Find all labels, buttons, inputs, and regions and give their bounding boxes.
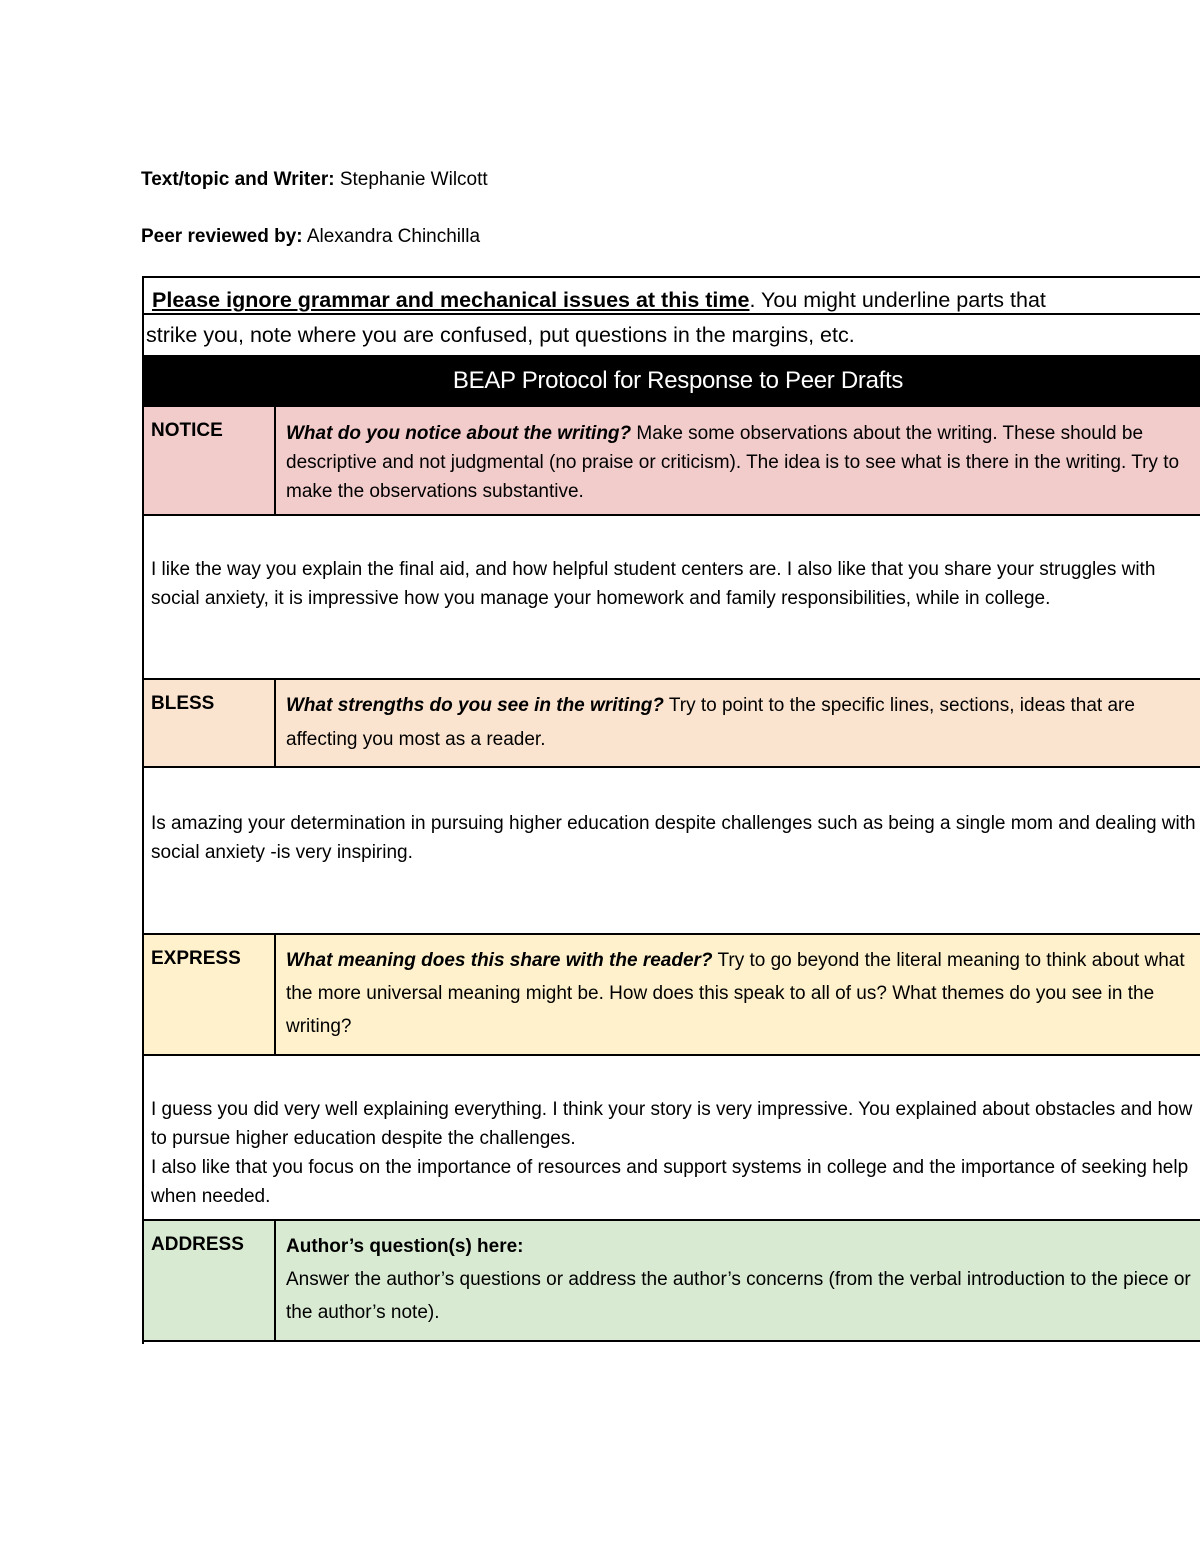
topic-writer-value: Stephanie Wilcott [334,169,488,190]
peer-reviewer-value: Alexandra Chinchilla [302,226,481,247]
table-bottom-border [142,1340,1200,1342]
notice-bottom-border [142,514,1200,516]
address-label: ADDRESS [151,1234,244,1255]
bless-row [144,680,1200,768]
intro-instruction-bold: Please ignore grammar and mechanical issues at this time [152,288,750,312]
notice-response-paragraph: I like the way you explain the final aid, and how helpful student centers are. I also like that you share your struggles with social anxiety, it is impressive how you manage your homework and family responsibilities, while in college. [151,559,1156,609]
express-bottom-border [142,1054,1200,1056]
bless-response[interactable] [151,809,1200,867]
protocol-banner-title: BEAP Protocol for Response to Peer Drafts [144,355,1200,407]
table-top-border [142,276,1200,278]
express-row [144,935,1200,1055]
topic-writer-label: Text/topic and Writer: [141,169,335,190]
intro-instruction-rest: . You might underline parts that [749,288,1046,312]
notice-label: NOTICE [151,420,223,441]
intro-line-1 [152,286,1046,314]
express-column-divider [274,935,276,1055]
peer-reviewer-line [141,225,480,249]
peer-reviewer-label: Peer reviewed by: [141,226,303,247]
bless-label: BLESS [151,693,215,714]
notice-prompt-question: What do you notice about the writing? [286,423,632,444]
notice-response[interactable] [151,555,1200,613]
express-prompt-text: Try to go beyond the literal meaning to think about what the more universal meaning might be. How does this speak to all of us? What themes do you see in the writing? [286,950,1185,1037]
express-response-paragraph-2: I also like that you focus on the importance of resources and support systems in college and the importance of seeking help when needed. [151,1157,1189,1207]
express-response[interactable] [151,1095,1200,1211]
bless-column-divider [274,680,276,768]
notice-prompt-text: Make some observations about the writing. These should be descriptive and not judgmental (no praise or criticism). The idea is to see what is there in the writing. Try to make the observations substantive. [286,423,1180,502]
bless-response-paragraph: Is amazing your determination in pursuing higher education despite challenges such as being a single mom and dealing with social anxiety -is very inspiring. [151,813,1196,863]
address-column-divider [274,1221,276,1342]
address-prompt-text: Answer the author’s questions or address the author’s concerns (from the verbal introduction to the piece or the author’s note). [286,1269,1191,1323]
notice-prompt [286,419,1200,506]
bless-prompt [286,689,1200,757]
address-prompt-heading: Author’s question(s) here: [286,1236,524,1257]
address-row [144,1221,1200,1342]
express-label: EXPRESS [151,948,241,969]
notice-row [144,407,1200,515]
address-prompt [286,1230,1200,1329]
intro-line-2: strike you, note where you are confused, put questions in the margins, etc. [146,323,855,347]
bless-prompt-question: What strengths do you see in the writing? [286,695,664,716]
beap-form-table [142,276,1200,1344]
bless-bottom-border [142,766,1200,768]
express-response-paragraph-1: I guess you did very well explaining everything. I think your story is very impressive. You explained about obstacles and how to pursue higher education despite the challenges. [151,1099,1193,1149]
topic-writer-line [141,168,488,192]
bless-prompt-text: Try to point to the specific lines, sections, ideas that are affecting you most as a reader. [286,695,1135,750]
express-prompt [286,944,1200,1043]
express-prompt-question: What meaning does this share with the reader? [286,950,713,971]
notice-column-divider [274,407,276,515]
